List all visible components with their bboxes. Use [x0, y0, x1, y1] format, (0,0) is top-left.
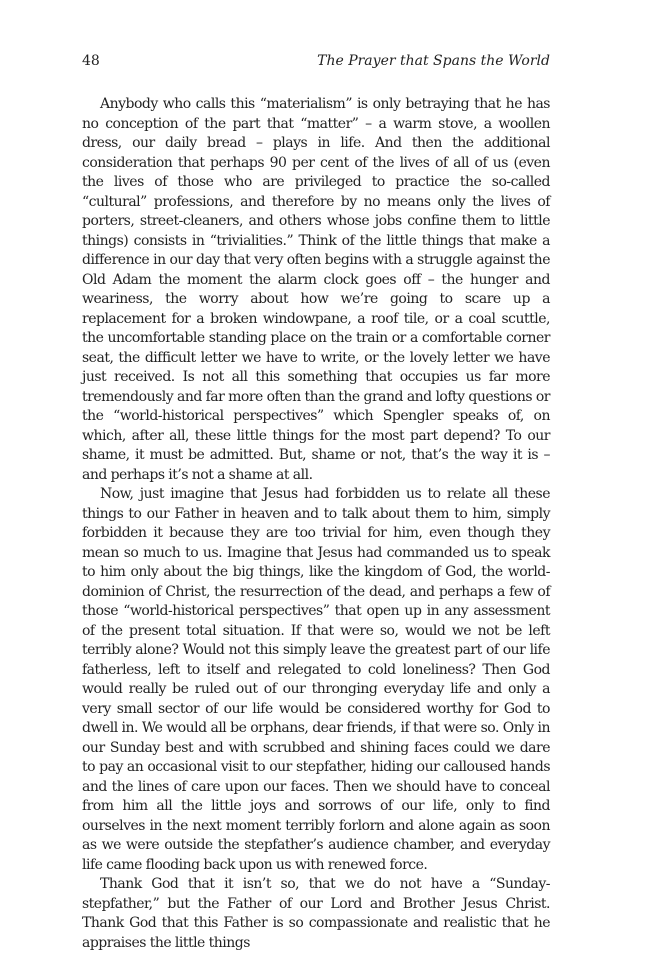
book-page — [82, 0, 550, 975]
running-head — [82, 51, 550, 71]
paragraph: Thank God that it isn’t so, that we do not have a “Sunday-stepfather,” but the Father of our Lord and Brother Jesus Christ. Thank God that this Father is so compassionate and realistic that he appraises the little things — [82, 876, 550, 951]
paragraph: Now, just imagine that Jesus had forbidden us to relate all these things to our Father in heaven and to talk about them to him, simply forbidden it because they are too trivial for him, even though they mean so much to us. Imagine that Jesus had commanded us to speak to him only about the big things, like the kingdom of God, the world-dominion of Christ, the resurrection of the dead, and perhaps a few of those “world-historical perspectives” that open up in any assessment of the present total situation. If that were so, would we not be left terribly alone? Would not this simply leave the greatest part of our life fatherless, left to itself and relegated to cold loneliness? Then God would really be ruled out of our thronging everyday life and only a very small sector of our life would be considered worthy for God to dwell in. We would all be orphans, dear friends, if that were so. Only in our Sunday best and with scrubbed and shining faces could we dare to pay an occasional visit to our stepfather, hiding our calloused hands and the lines of care upon our faces. Then we should have to conceal from him all the little joys and sorrows of our life, only to find ourselves in the next moment terribly forlorn and alone again as soon as we were outside the stepfather’s audience chamber, and everyday life came flooding back upon us with renewed force. — [82, 486, 550, 873]
paragraph: Anybody who calls this “materialism” is only betraying that he has no conception of the part that “matter” – a warm stove, a woollen dress, our daily bread – plays in life. And then the additional consideration that perhaps 90 per cent of the lives of all of us (even the lives of those who are privileged to practice the so-called “cultural” professions, and therefore by no means only the lives of porters, street-cleaners, and others whose jobs confine them to little things) consists in “trivialities.” Think of the little things that make a difference in our day that very often begins with a struggle against the Old Adam the moment the alarm clock goes off – the hunger and weariness, the worry about how we’re going to scare up a replacement for a broken windowpane, a roof tile, or a coal scuttle, the uncomfortable standing place on the train or a comfortable corner seat, the difficult letter we have to write, or the lovely letter we have just received. Is not all this something that occupies us far more tremendously and far more often than the grand and lofty questions or the “world-historical perspectives” which Spengler speaks of, on which, after all, these little things for the most part depend? To our shame, it must be admitted. But, shame or not, that’s the way it is – and perhaps it’s not a shame at all. — [82, 96, 550, 483]
body-text — [82, 95, 550, 953]
page-number: 48 — [82, 53, 100, 69]
running-title: The Prayer that Spans the World — [317, 53, 550, 69]
